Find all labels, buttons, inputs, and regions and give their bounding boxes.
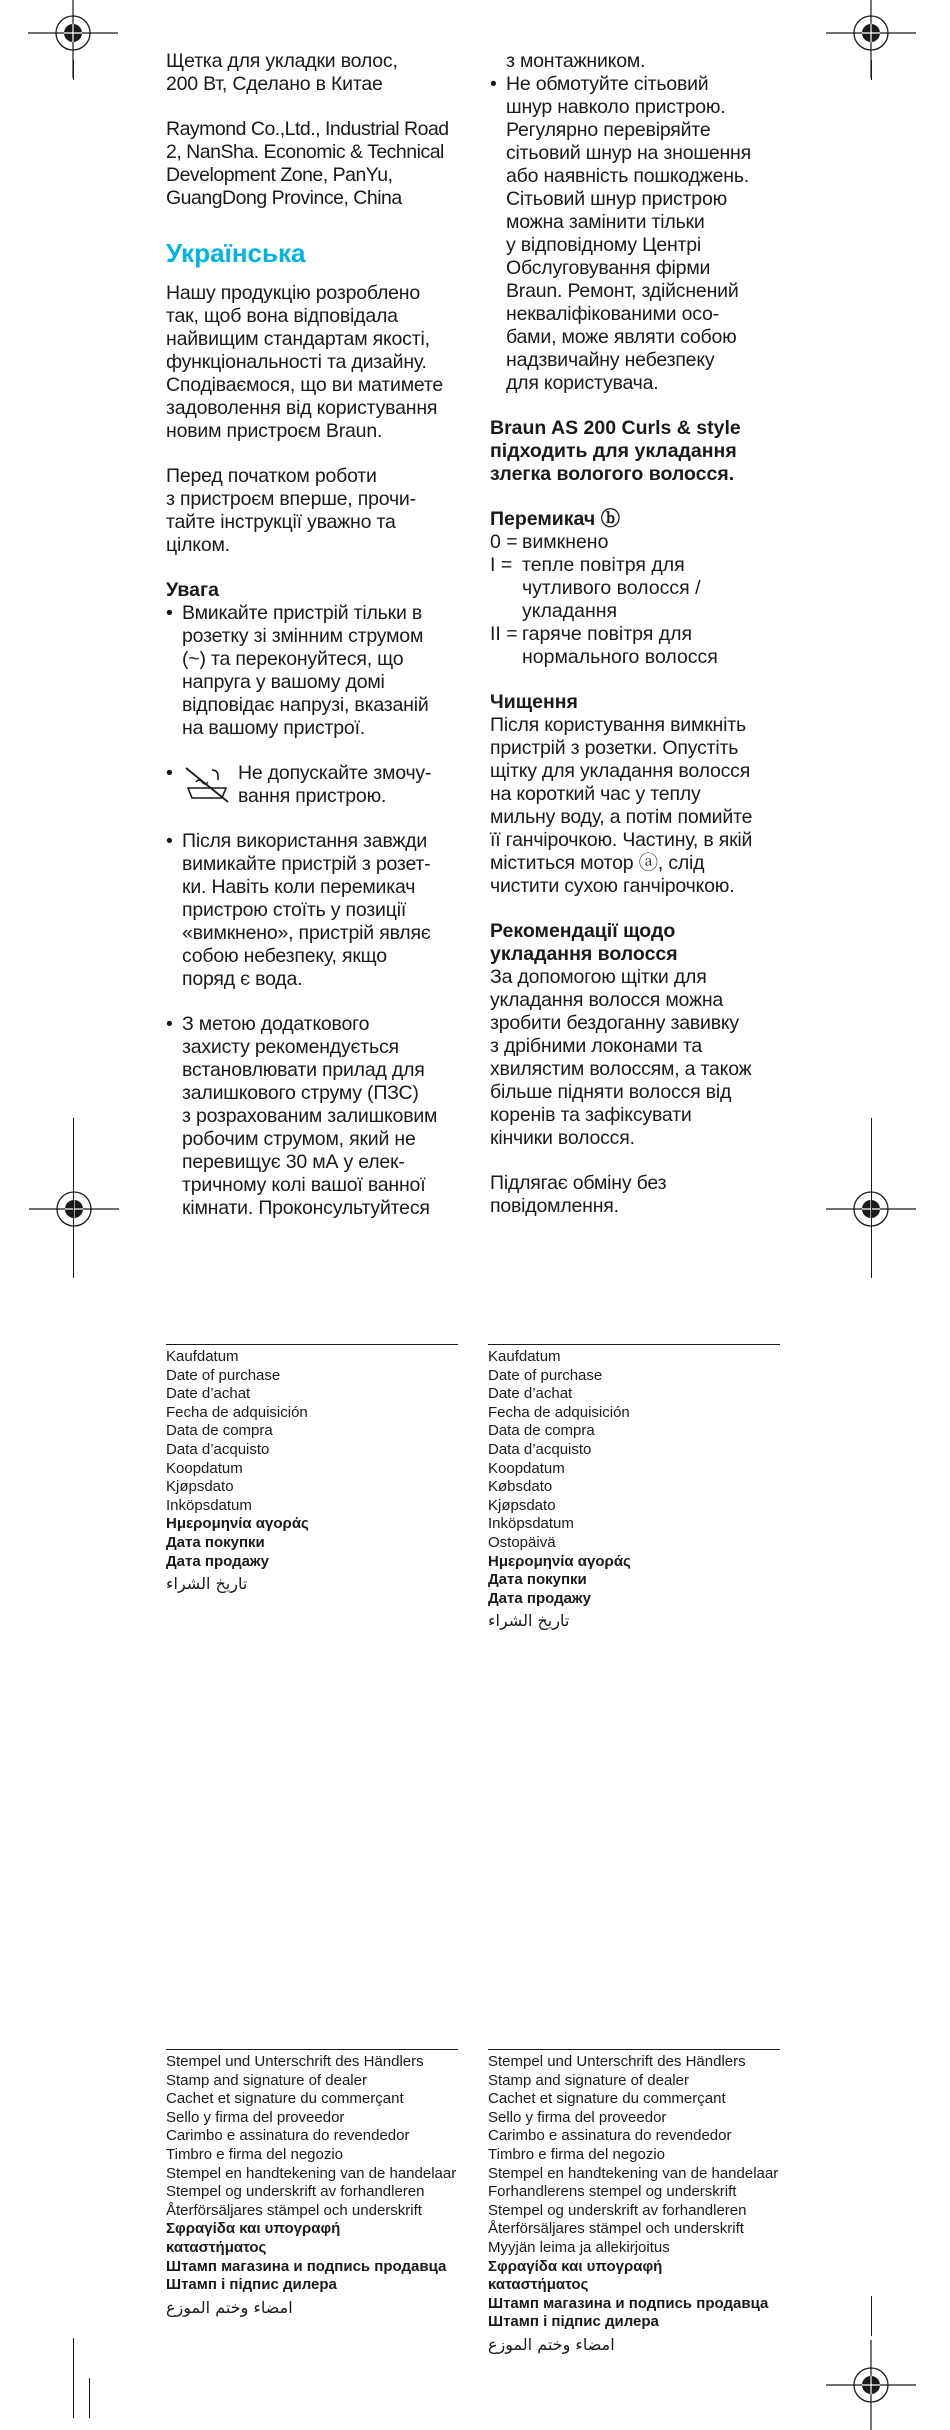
bullet-text: З метою додаткового захисту рекомендується встановлювати прилад для залишкового струму (ПЗС) з розрахованим залишковим робочим струмом, який не перевищує 30 мА у елек- тричному колі вашої ванної кімнати. Проконсультуйтеся: [182, 1013, 438, 1219]
intro-paragraph: Нашу продукцію розроблено так, щоб вона відповідала найвищим стандартам якості, функціональності та дизайну. Сподіваємося, що ви матимете задоволення від користування новим пристроєм Braun.: [166, 282, 444, 442]
crop-line: [73, 60, 74, 80]
warning-bullet: • Не допускайте змочу- вання пристрою.: [166, 762, 432, 807]
form-label: Købsdato: [488, 1478, 553, 1496]
form-label: Ημερομηνία αγοράς: [488, 1552, 631, 1570]
crop-line: [871, 60, 872, 80]
stamp-signature-labels-right: [488, 2053, 778, 2358]
crop-line: [73, 1118, 74, 1278]
form-label: Koopdatum: [488, 1459, 565, 1477]
stamp-line-right: [488, 2049, 780, 2050]
warning-bullet: • Не обмотуйте сітьовий шнур навколо пристрою. Регулярно перевіряйте сітьовий шнур на зношення або наявність пошкоджень. Сітьовий шнур пристрою можна замінити тільки у відповідному Центрі Обслуговування фірми Braun. Ремонт, здійснений некваліфікованими осо- бами, може являти собою надзвичайну небезпеку для користувача.: [490, 73, 782, 395]
form-label: Timbro e firma del negozio: [166, 2145, 344, 2163]
form-label: Fecha de adquisición: [488, 1403, 630, 1421]
form-label: Stempel und Unterschrift des Händlers: [166, 2053, 424, 2070]
form-label: Ostopäivä: [488, 1533, 556, 1551]
cleaning-text: Після користування вимкніть пристрій з розетки. Опустіть щітку для укладання волосся на короткий час у теплу мильну воду, а потім помийте її ганчірочкою. Частину, в якій міститься мотор ⓐ, слід чистити сухою ганчірочкою.: [490, 714, 753, 897]
form-label: Fecha de adquisición: [166, 1403, 308, 1421]
form-label: Date d’achat: [488, 1385, 573, 1403]
purchase-date-labels-left: [166, 1348, 309, 1597]
purchase-date-line-left: [166, 1344, 458, 1345]
form-label: Cachet et signature du commerçant: [166, 2090, 404, 2108]
column-right: [490, 50, 782, 1218]
styling-heading: Рекомендації щодо укладання волосся: [490, 920, 678, 965]
warning-bullet: • Після використання завжди вимикайте пристрій з розет- ки. Навіть коли перемикач пристрою стоїть у позиції «вимкнено», пристрій являє собою небезпеку, якщо поряд є вода.: [166, 830, 458, 991]
before-use-paragraph: Перед початком роботи з пристроєм вперше, прочи- тайте інструкції уважно та цілком.: [166, 465, 416, 556]
styling-text: За допомогою щітки для укладання волосся можна зробити бездоганну завивку з дрібними локонами та хвилястим волоссям, а також більше підняти волосся від коренів та зафіксувати кінчики волосся.: [490, 966, 752, 1149]
form-label: Carimbo e assinatura do revendedor: [488, 2127, 732, 2145]
language-heading: Українська: [166, 238, 306, 268]
form-label: Koopdatum: [166, 1459, 243, 1477]
form-label: Återförsäljares stämpel och underskrift: [488, 2220, 744, 2238]
form-label: Stempel und Unterschrift des Händlers: [488, 2053, 746, 2070]
warning-bullet: • З метою додаткового захисту рекомендується встановлювати прилад для залишкового струму (ПЗС) з розрахованим залишковим робочим струмом, який не перевищує 30 мА у елек- тричному колі вашої ванної кімнати. Проконсультуйтеся: [166, 1013, 458, 1220]
form-label: καταστήματος: [166, 2238, 267, 2256]
form-label: Inköpsdatum: [166, 1496, 252, 1514]
cleaning-heading: Чищення: [490, 691, 578, 713]
form-label: Sello y firma del proveedor: [166, 2108, 345, 2126]
form-label: Штамп магазина и подпись продавца: [166, 2257, 447, 2275]
form-label: Date of purchase: [166, 1366, 281, 1384]
form-label: Stamp and signature of dealer: [488, 2071, 689, 2089]
bullet-text: Після використання завжди вимикайте пристрій з розет- ки. Навіть коли перемикач пристрою стоїть у позиції «вимкнено», пристрій являє собою небезпеку, якщо поряд є вода.: [182, 830, 431, 990]
form-label: Stempel og underskrift av forhandleren: [488, 2201, 747, 2219]
warning-bullet: • Вмикайте пристрій тільки в розетку зі змінним струмом (~) та переконуйтеся, що напруга у вашому домі відповідає напрузі, вказаній на вашому пристрої.: [166, 602, 458, 740]
registration-mark-icon: [826, 2340, 916, 2430]
form-label: Штамп магазина и подпись продавца: [488, 2294, 769, 2312]
form-label: Data de compra: [488, 1422, 595, 1440]
form-label: Carimbo e assinatura do revendedor: [166, 2127, 410, 2145]
form-label: Kaufdatum: [488, 1348, 561, 1365]
form-label: Date d’achat: [166, 1385, 251, 1403]
bullet-text: Вмикайте пристрій тільки в розетку зі змінним струмом (~) та переконуйтеся, що напруга у вашому домі відповідає напрузі, вказаній на вашому пристрої.: [182, 602, 429, 739]
no-water-bath-icon: [182, 764, 232, 804]
form-label-arabic: امضاء وختم الموزع: [166, 2297, 293, 2317]
form-label: Data de compra: [166, 1422, 273, 1440]
form-label: Stempel og underskrift av forhandleren: [166, 2183, 425, 2201]
form-label: Data d’acquisto: [166, 1440, 270, 1458]
form-label: Штамп і підпис дилера: [488, 2313, 659, 2331]
stamp-line-left: [166, 2049, 458, 2050]
switch-item: II = гаряче повітря для нормального волосся: [490, 623, 718, 668]
form-label: Дата продажу: [166, 1552, 269, 1570]
form-label: Stempel en handtekening van de handelaar: [488, 2164, 779, 2182]
form-label: Inköpsdatum: [488, 1515, 574, 1533]
form-label: Дата покупки: [166, 1533, 265, 1551]
form-label: Date of purchase: [488, 1366, 603, 1384]
form-label: Kaufdatum: [166, 1348, 239, 1365]
bullet-text: Не обмотуйте сітьовий шнур навколо пристрою. Регулярно перевіряйте сітьовий шнур на зношення або наявність пошкоджень. Сітьовий шнур пристрою можна замінити тільки у відповідному Центрі Обслуговування фірми Braun. Ремонт, здійснений некваліфікованими осо- бами, може являти собою надзвичайну небезпеку для користувача.: [506, 73, 751, 394]
form-label: Forhandlerens stempel og underskrift: [488, 2183, 737, 2201]
form-label: Штамп і підпис дилера: [166, 2276, 337, 2294]
warning-heading: Увага: [166, 579, 219, 601]
switch-item: I = тепле повітря для чутливого волосся / укладання: [490, 554, 701, 622]
form-label: Stempel en handtekening van de handelaar: [166, 2164, 457, 2182]
column-left: [166, 50, 458, 1220]
form-label: Sello y firma del proveedor: [488, 2108, 667, 2126]
form-label: Timbro e firma del negozio: [488, 2145, 666, 2163]
form-label: Дата продажу: [488, 1589, 591, 1607]
purchase-date-labels-right: [488, 1348, 631, 1634]
crop-line: [871, 2296, 872, 2336]
form-label-arabic: تاريخ الشراء: [166, 1574, 248, 1594]
form-label: Myyjän leima ja allekirjoitus: [488, 2238, 670, 2256]
form-label: Kjøpsdato: [488, 1496, 556, 1514]
manufacturer-address: Raymond Co.,Ltd., Industrial Road 2, NanSha. Economic & Technical Development Zone, PanYu, GuangDong Province, China: [166, 118, 449, 209]
form-label: Cachet et signature du commerçant: [488, 2090, 726, 2108]
purchase-date-line-right: [488, 1344, 780, 1345]
crop-line: [89, 2378, 90, 2418]
form-label: Σφραγίδα και υπογραφή: [166, 2220, 341, 2238]
form-label: καταστήματος: [488, 2276, 589, 2294]
form-label: Ημερομηνία αγοράς: [166, 1515, 309, 1533]
form-label-arabic: تاريخ الشراء: [488, 1611, 570, 1631]
form-label: Återförsäljares stämpel och underskrift: [166, 2201, 422, 2219]
switch-heading: Перемикач ⓑ: [490, 508, 621, 530]
crop-line: [73, 2338, 74, 2418]
switch-list: [490, 531, 782, 669]
model-heading: Braun AS 200 Curls & style підходить для укладання злегка вологого волосся.: [490, 417, 741, 485]
form-label: Kjøpsdato: [166, 1478, 234, 1496]
product-intro: Щетка для укладки волос, 200 Вт, Сделано в Китае: [166, 50, 398, 95]
notice-text: Підлягає обміну без повідомлення.: [490, 1172, 667, 1217]
switch-item: 0 = вимкнено: [490, 531, 609, 553]
crop-line: [871, 1118, 872, 1278]
form-label: Stamp and signature of dealer: [166, 2071, 367, 2089]
bullet-text: Не допускайте змочу- вання пристрою.: [238, 762, 432, 807]
form-label-arabic: امضاء وختم الموزع: [488, 2334, 615, 2354]
stamp-signature-labels-left: [166, 2053, 456, 2321]
form-label: Дата покупки: [488, 1571, 587, 1589]
form-label: Σφραγίδα και υπογραφή: [488, 2257, 663, 2275]
registration-mark-icon: [29, 1164, 119, 1254]
form-label: Data d’acquisto: [488, 1440, 592, 1458]
continued-text: з монтажником.: [506, 50, 646, 72]
